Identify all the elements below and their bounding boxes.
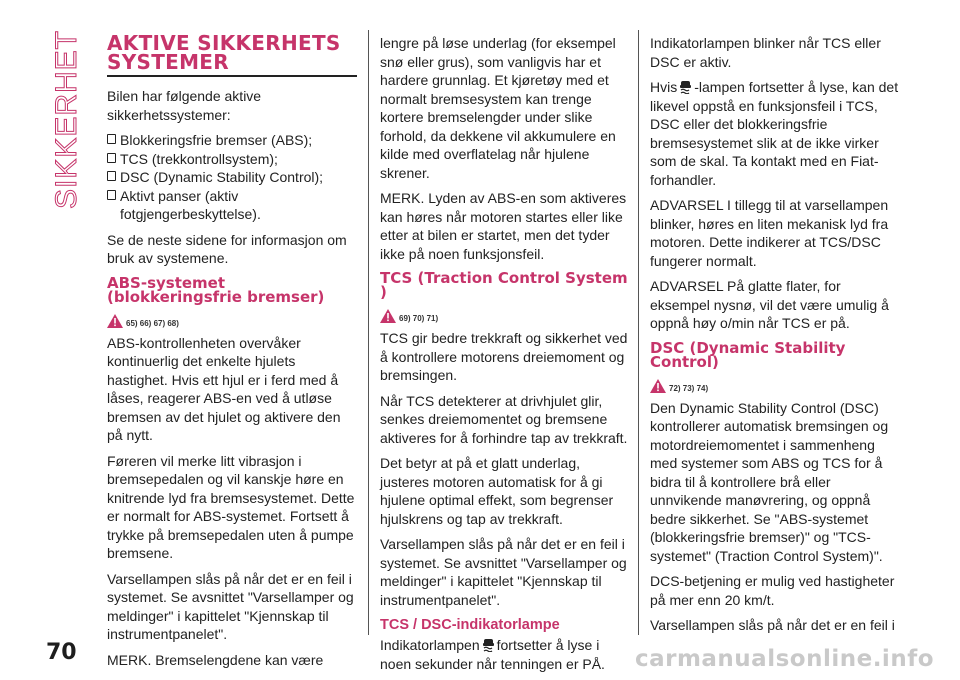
body-paragraph: ADVARSEL På glatte flater, for eksempel nysnø, vil det være umulig å oppnå høy o/min når TCS er på. bbox=[650, 278, 889, 331]
warning-refs: 72) 73) 74) bbox=[669, 383, 709, 393]
page-number: 70 bbox=[46, 640, 77, 665]
page-title: AKTIVE SIKKERHETS SYSTEMER bbox=[107, 34, 357, 77]
system-list bbox=[107, 131, 357, 224]
intro-text: Bilen har følgende aktive sikkerhetssystemer: bbox=[107, 88, 262, 123]
see-next-text: Se de neste sidene for informasjon om bruk av systemene. bbox=[107, 231, 347, 266]
body-paragraph: lengre på løse underlag (for eksempel snø eller grus), som vanligvis har et hardere grunnlag. Et kjøretøy med et normalt bremsesystem kan trenge kortere bremselengder under slike forhold, da dekkene vil akkumulere en kilde med overflatelag når hjulene skrener. bbox=[380, 35, 616, 181]
watermark: carmanualsonline.info bbox=[634, 646, 934, 672]
warning-triangle-icon bbox=[380, 309, 396, 323]
square-bullet-icon bbox=[107, 134, 116, 144]
column-1 bbox=[107, 31, 357, 676]
body-paragraph: Indikatorlampen fortsetter å lyse i noen sekunder når tenningen er PÅ. bbox=[380, 637, 605, 672]
warning-reference bbox=[107, 308, 357, 328]
body-paragraph: Hvis -lampen fortsetter å lyse, kan det likevel oppstå en funksjonsfeil i TCS, DSC eller det blokkeringsfrie bremsesystemet slik at de ikke virker som de skal. Ta kontakt med en Fiat-forhandler. bbox=[650, 79, 899, 188]
abs-heading: ABS-systemet (blokkeringsfrie bremser) bbox=[107, 273, 325, 306]
abs-paragraph: MERK. Bremselengdene kan være bbox=[107, 651, 324, 668]
square-bullet-icon bbox=[107, 190, 116, 200]
body-paragraph: Varsellampen slås på når det er en feil i bbox=[650, 617, 895, 633]
tcs-heading: TCS (Traction Control System ) bbox=[380, 269, 628, 301]
list-item: TCS (trekkontrollsystem); bbox=[107, 150, 357, 169]
list-item: Aktivt panser (aktiv fotgjengerbeskyttelse). bbox=[107, 187, 357, 224]
warning-reference bbox=[650, 373, 900, 393]
body-paragraph: Indikatorlampen blinker når TCS eller DSC er aktiv. bbox=[650, 35, 881, 70]
section-side-tab: SIKKERHET bbox=[50, 30, 83, 210]
column-divider bbox=[368, 30, 369, 635]
body-paragraph: Det betyr at på et glatt underlag, justeres motoren automatisk for å gi hjulene optimal effekt, som begrenser hjulskrens og tap av trekkraft. bbox=[380, 455, 614, 527]
warning-reference bbox=[380, 303, 630, 323]
column-3 bbox=[650, 34, 900, 642]
body-paragraph: ADVARSEL I tillegg til at varsellampen blinker, høres en liten mekanisk lyd fra motoren. Dette indikerer at TCS/DSC fungerer normalt. bbox=[650, 197, 889, 269]
list-item: DSC (Dynamic Stability Control); bbox=[107, 168, 357, 187]
abs-paragraph: Føreren vil merke litt vibrasjon i bremsepedalen og vil kanskje høre en knitrende lyd fra bremsesystemet. Dette er normalt for ABS-systemet. Fortsett å trykke på bremsepedalen uten å pumpe bremsene. bbox=[107, 452, 355, 561]
warning-refs: 65) 66) 67) 68) bbox=[126, 318, 179, 328]
column-2 bbox=[380, 34, 630, 680]
abs-paragraph: ABS-kontrollenheten overvåker kontinuerlig det enkelte hjulets hastighet. Hvis ett hjul er i ferd med å låses, reagerer ABS-en ved å utløse bremsen av det hjulet og aktivere den på nytt. bbox=[107, 334, 341, 443]
body-paragraph: TCS gir bedre trekkraft og sikkerhet ved å kontrollere motorens dreiemoment og bremsingen. bbox=[380, 330, 628, 383]
warning-refs: 69) 70) 71) bbox=[399, 314, 439, 323]
body-paragraph: DCS-betjening er mulig ved hastigheter på mer enn 20 km/t. bbox=[650, 573, 895, 608]
body-paragraph: Når TCS detekterer at drivhjulet glir, senkes dreiemomentet og bremsene aktiveres for å forhindre tap av trekkraft. bbox=[380, 392, 628, 446]
abs-paragraph: Varsellampen slås på når det er en feil i systemet. Se avsnittet "Varsellamper og meldinger" i kapittelet "Kjennskap til instrumentpanelet". bbox=[107, 570, 354, 642]
skidding-car-icon bbox=[482, 638, 495, 652]
warning-triangle-icon bbox=[107, 314, 123, 328]
dsc-heading: DSC (Dynamic Stability Control) bbox=[650, 338, 846, 371]
square-bullet-icon bbox=[107, 171, 116, 181]
square-bullet-icon bbox=[107, 153, 116, 163]
body-paragraph: Varsellampen slås på når det er en feil i systemet. Se avsnittet "Varsellamper og meldinger" i kapittelet "Kjennskap til instrumentpanelet". bbox=[380, 536, 627, 608]
column-divider bbox=[638, 30, 639, 635]
body-paragraph: Den Dynamic Stability Control (DSC) kontrollerer automatisk bremsingen og motordreiemomentet i sammenheng med systemer som ABS og TCS for å bidra til å kontrollere brå eller unnvikende manøvrering, og oppnå bedre sikkerhet. Se "ABS-systemet (blokkeringsfrie bremser)" og "TCS-systemet" (Traction Control System)". bbox=[650, 399, 889, 564]
list-item: Blokkeringsfrie bremser (ABS); bbox=[107, 131, 357, 150]
warning-triangle-icon bbox=[650, 379, 666, 393]
indicator-heading: TCS / DSC-indikatorlampe bbox=[380, 617, 560, 633]
body-paragraph: MERK. Lyden av ABS-en som aktiveres kan høres når motoren startes eller like etter at bilen er startet, men det tyder ikke på noen funksjonsfeil. bbox=[380, 190, 627, 262]
skidding-car-icon bbox=[679, 80, 692, 94]
